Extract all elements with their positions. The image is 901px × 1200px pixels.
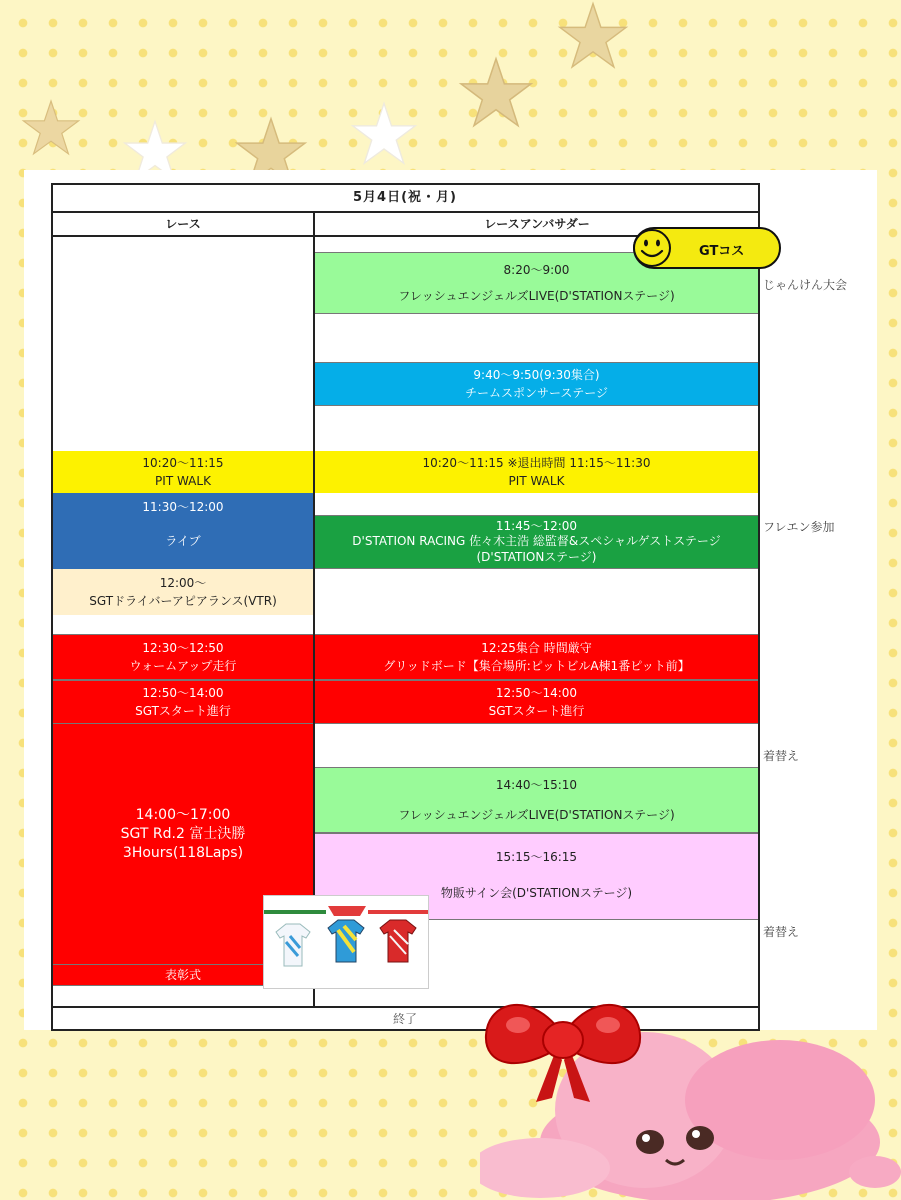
amb-sponsor-time: 9:40〜9:50(9:30集合) [473, 368, 600, 382]
side-note-janken: じゃんけん大会 [763, 278, 848, 292]
badge-text: GTコス [699, 244, 745, 259]
race-warmup-time: 12:30〜12:50 [142, 641, 224, 655]
race-warmup-label: ウォームアップ走行 [129, 659, 237, 673]
merchandise-shirts-icon [264, 896, 429, 989]
race-pitwalk-label: PIT WALK [155, 474, 211, 488]
race-ceremony-label: 表彰式 [164, 968, 201, 982]
column-divider [313, 211, 315, 1006]
race-column-header: レース [165, 217, 201, 231]
amb-live2-time: 14:40〜15:10 [495, 778, 578, 792]
amb-grid-time: 12:25集合 時間厳守 [481, 641, 592, 655]
smiley-face-icon [632, 228, 672, 268]
race-live-time: 11:30〜12:00 [142, 500, 224, 514]
amb-signing-time: 15:15〜16:15 [495, 850, 578, 864]
amb-dstation-time: 11:45〜12:00 [495, 518, 578, 533]
race-final-time: 14:00〜17:00 [135, 807, 231, 823]
race-live-label: ライブ [165, 534, 201, 548]
amb-live2-label: フレッシュエンジェルズLIVE(D'STATIONステージ) [398, 808, 675, 822]
star-icon [15, 98, 87, 158]
amb-start-label: SGTスタート進行 [488, 704, 585, 718]
amb-pitwalk-time: 10:20〜11:15 ※退出時間 11:15〜11:30 [422, 456, 651, 470]
merchandise-image [263, 895, 429, 989]
side-note-change: 着替え [763, 925, 800, 939]
schedule-title: 5月4日(祝・月) [353, 190, 457, 206]
race-start-label: SGTスタート進行 [135, 704, 231, 718]
divider [51, 211, 760, 213]
star-icon [348, 100, 420, 168]
race-pitwalk-time: 10:20〜11:15 [142, 456, 224, 470]
ribbon-bow-icon [478, 980, 648, 1110]
amb-dstation-label: D'STATION RACING 佐々木主浩 総監督&スペシャルゲストステージ [352, 534, 721, 549]
gt-cosplay-badge [633, 227, 781, 269]
amb-start-time: 12:50〜14:00 [495, 686, 578, 700]
end-label: 終了 [392, 1012, 417, 1026]
race-final-laps: 3Hours(118Laps) [122, 844, 244, 861]
race-start-time: 12:50〜14:00 [142, 686, 224, 700]
amb-dstation-sub: (D'STATIONステージ) [476, 549, 597, 564]
side-note-fresh: フレエン参加 [763, 520, 835, 534]
amb-live1-label: フレッシュエンジェルズLIVE(D'STATIONステージ) [398, 289, 675, 303]
star-icon [555, 0, 631, 72]
amb-sponsor-label: チームスポンサーステージ [465, 386, 608, 400]
race-appearance-label: SGTドライバーアピアランス(VTR) [89, 594, 277, 608]
amb-signing-label: 物販サイン会(D'STATIONステージ) [440, 886, 633, 900]
star-icon [458, 55, 534, 131]
race-final-label: SGT Rd.2 富士決勝 [120, 825, 246, 842]
ambassador-column-header: レースアンバサダー [484, 217, 590, 231]
race-appearance-time: 12:00〜 [159, 576, 207, 590]
amb-pitwalk-label: PIT WALK [508, 474, 565, 488]
amb-grid-label: グリッドボード【集合場所:ピットビルA棟1番ピット前】 [383, 659, 690, 673]
side-note-change: 着替え [763, 749, 800, 763]
amb-live1-time: 8:20〜9:00 [503, 263, 570, 277]
